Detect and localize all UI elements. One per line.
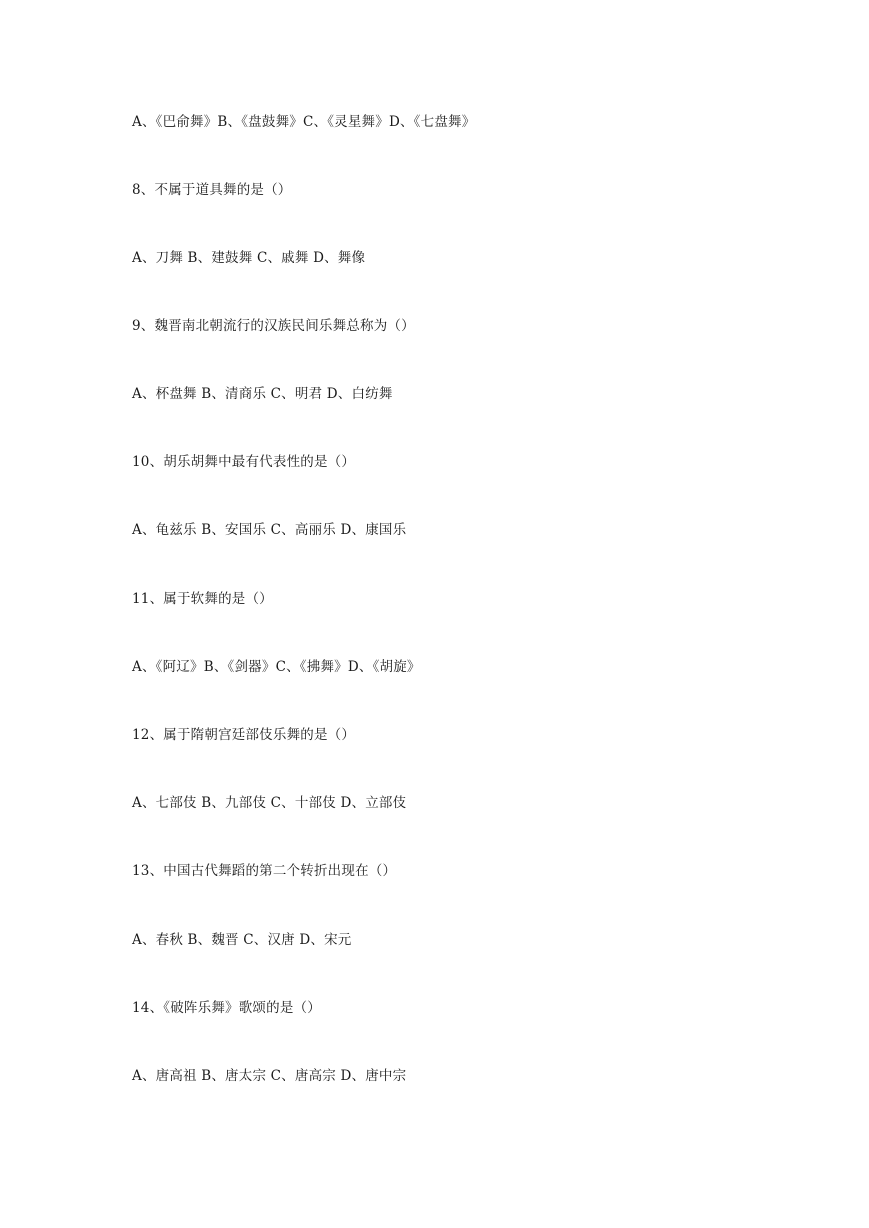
question-10: 10、胡乐胡舞中最有代表性的是（） — [132, 454, 356, 470]
question-8: 8、不属于道具舞的是（） — [132, 182, 292, 198]
question-12: 12、属于隋朝宫廷部伎乐舞的是（） — [132, 727, 356, 743]
answer-options-q9: A、杯盘舞 B、清商乐 C、明君 D、白纺舞 — [132, 386, 393, 402]
answer-options-q12: A、七部伎 B、九部伎 C、十部伎 D、立部伎 — [132, 795, 407, 811]
answer-options-q10: A、龟兹乐 B、安国乐 C、高丽乐 D、康国乐 — [132, 522, 407, 538]
answer-options-q13: A、春秋 B、魏晋 C、汉唐 D、宋元 — [132, 932, 352, 948]
question-11: 11、属于软舞的是（） — [132, 591, 273, 607]
answer-options-q7: A、《巴俞舞》B、《盘鼓舞》C、《灵星舞》D、《七盘舞》 — [132, 114, 476, 130]
question-13: 13、中国古代舞蹈的第二个转折出现在（） — [132, 863, 397, 879]
question-14: 14、《破阵乐舞》歌颂的是（） — [132, 1000, 321, 1016]
question-9: 9、魏晋南北朝流行的汉族民间乐舞总称为（） — [132, 318, 415, 334]
answer-options-q14: A、唐高祖 B、唐太宗 C、唐高宗 D、唐中宗 — [132, 1068, 407, 1084]
answer-options-q8: A、刀舞 B、建鼓舞 C、戚舞 D、舞像 — [132, 250, 366, 266]
answer-options-q11: A、《阿辽》B、《剑器》C、《拂舞》D、《胡旋》 — [132, 659, 421, 675]
